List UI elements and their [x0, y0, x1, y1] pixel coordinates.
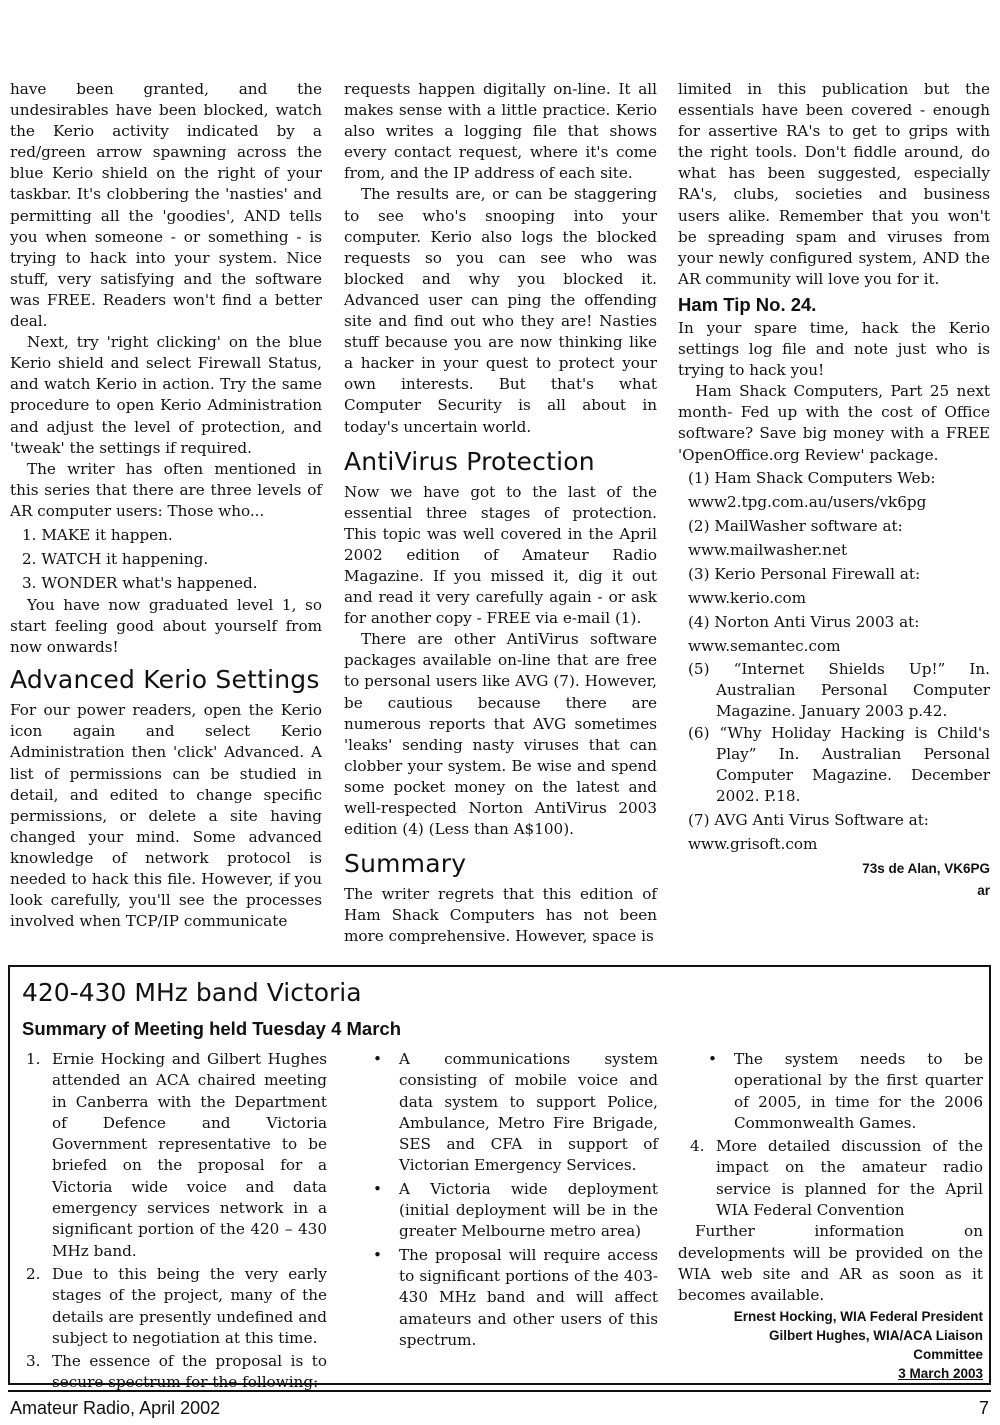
item-text: Due to this being the very early stages of the project, many of the details are presently undefined and subject to negotiation at this time. — [52, 1264, 327, 1347]
author-signature: 73s de Alan, VK6PG — [862, 861, 990, 877]
reference-url[interactable]: www.semantec.com — [688, 636, 841, 655]
numbered-list — [678, 1136, 983, 1221]
list-item: 1. MAKE it happen. — [22, 525, 173, 544]
notice-column-3 — [678, 1049, 983, 1383]
reference-url[interactable]: www.mailwasher.net — [688, 540, 848, 559]
reference-url[interactable]: www2.tpg.com.au/users/vk6pg — [688, 492, 927, 511]
notice-column-2 — [373, 1049, 658, 1351]
paragraph: Ham Shack Computers, Part 25 next month- Fed up with the cost of Office software? Save big money with a FREE 'OpenOffice.org Review' package. — [678, 382, 990, 464]
reference-url[interactable]: www.grisoft.com — [688, 835, 818, 854]
reference-text: (3) Kerio Personal Firewall at: — [688, 564, 921, 583]
list-item: 3. WONDER what's happened. — [22, 573, 258, 592]
signature-line: Ernest Hocking, WIA Federal President — [733, 1308, 983, 1324]
column-1 — [10, 79, 322, 932]
list-item: 2. WATCH it happening. — [22, 549, 209, 568]
signature-line: Gilbert Hughes, WIA/ACA Liaison — [768, 1327, 983, 1343]
numbered-list — [26, 1049, 327, 1394]
reference-item — [678, 514, 990, 562]
levels-list — [10, 523, 322, 595]
item-number: 4. — [690, 1137, 705, 1156]
item-number: 1. — [26, 1050, 41, 1068]
paragraph: Next, try 'right clicking' on the blue Kerio shield and select Firewall Status, and watch Kerio in action. Try the same procedure to open Kerio Administration and adjust the level of protection, and 'tweak' the settings if required. — [10, 333, 322, 457]
item-text: Ernie Hocking and Gilbert Hughes attended an ACA chaired meeting in Canberra with the Department of Defence and Victoria Government representative to be briefed on the proposal for a Victoria wide voice and data emergency services network in a significant portion of the 420 – 430 MHz band. — [52, 1050, 327, 1260]
list-item — [690, 1136, 983, 1221]
heading-ham-tip: Ham Tip No. 24. — [678, 293, 817, 315]
reference-text: (2) MailWasher software at: — [688, 516, 903, 535]
bullet-item — [708, 1049, 983, 1134]
paragraph: The results are, or can be staggering to see who's snooping into your computer. Kerio also logs the blocked requests so you can see who was blocked and why you blocked it. Advanced user can ping the offending site and find out who they are! Nasties stuff because you are now thinking like a hacker in your quest to protect your own interests. But that's what Computer Security is all about in today's uncertain world. — [344, 185, 657, 436]
reference-text: (6) “Why Holiday Hacking is Child's Play” In. Australian Personal Computer Magazine. December 2002. P.18. — [688, 723, 990, 806]
signature-line: Committee — [913, 1346, 983, 1362]
page-footer — [8, 1390, 991, 1424]
end-mark: ar — [977, 883, 990, 899]
paragraph: For our power readers, open the Kerio icon again and select Kerio Administration then 'click' Advanced. A list of permissions can be studied in detail, and edited to change specific permissions, or delete a site having changed your mind. Some advanced knowledge of network protocol is needed to hack this file. However, if you look carefully, you'll see the processes involved when TCP/IP communicate — [10, 701, 322, 931]
paragraph: limited in this publication but the essentials have been covered - enough for assertive RA's to get to grips with the right tools. Don't fiddle around, do what has been suggested, especially RA's, clubs, societies and business users alike. Remember that you won't be spreading spam and viruses from your newly configured system, AND the AR community will love you for it. — [678, 80, 990, 288]
publication-name: Amateur Radio, April 2002 — [10, 1398, 221, 1418]
item-text: The essence of the proposal is to secure spectrum for the following: — [52, 1352, 327, 1392]
bullet-list — [678, 1049, 983, 1134]
column-3 — [678, 79, 990, 902]
page-number: 7 — [978, 1398, 989, 1418]
item-text: A communications system consisting of mobile voice and data system to support Police, Ambulance, Metro Fire Brigade, SES and CFA in support of Victorian Emergency Services. — [399, 1050, 658, 1175]
notice-title: 420-430 MHz band Victoria — [22, 978, 362, 1007]
bullet-item — [373, 1179, 658, 1243]
item-text: The proposal will require access to significant portions of the 403-430 MHz band and will affect amateurs and other users of this spectrum. — [399, 1245, 658, 1349]
notice-subtitle: Summary of Meeting held Tuesday 4 March — [22, 1018, 401, 1039]
bullet-item — [373, 1245, 658, 1351]
reference-item — [678, 610, 990, 658]
list-item — [26, 1351, 327, 1394]
reference-text: (4) Norton Anti Virus 2003 at: — [688, 612, 920, 631]
reference-item — [678, 466, 990, 514]
list-item — [26, 1049, 327, 1262]
reference-item — [678, 808, 990, 856]
paragraph: have been granted, and the undesirables have been blocked, watch the Kerio activity indicated by a red/green arrow spawning across the blue Kerio shield on the right of your taskbar. It's clobbering the 'nasties' and permitting all the 'goodies', AND tells you when someone - or something - is trying to hack into your system. Nice stuff, very satisfying and the software was FREE. Readers won't find a better deal. — [10, 80, 322, 331]
reference-url[interactable]: www.kerio.com — [688, 588, 807, 607]
paragraph: requests happen digitally on-line. It all makes sense with a little practice. Kerio also writes a logging file that shows every contact request, where it's come from, and the IP address of each site. — [344, 80, 657, 183]
list-item — [26, 1264, 327, 1349]
reference-text: (5) “Internet Shields Up!” In. Australian Personal Computer Magazine. January 2003 p.42. — [688, 659, 990, 720]
bullet-icon: • — [373, 1050, 382, 1068]
paragraph: Further information on developments will be provided on the WIA web site and AR as soon as it becomes available. — [678, 1222, 983, 1305]
paragraph: In your spare time, hack the Kerio settings log file and note just who is trying to hack you! — [678, 318, 990, 380]
column-2 — [344, 79, 657, 947]
reference-item — [678, 723, 990, 807]
signature-date: 3 March 2003 — [898, 1365, 983, 1381]
bullet-item — [373, 1049, 658, 1177]
reference-item — [678, 659, 990, 722]
notice-column-1 — [26, 1049, 327, 1394]
reference-text: (7) AVG Anti Virus Software at: — [688, 811, 929, 830]
notice-box — [8, 965, 991, 1392]
heading-summary: Summary — [344, 849, 467, 879]
bullet-list — [373, 1049, 658, 1351]
item-text: The system needs to be operational by the first quarter of 2005, in time for the 2006 Commonwealth Games. — [734, 1050, 983, 1132]
bullet-icon: • — [708, 1050, 717, 1068]
reference-item — [678, 562, 990, 610]
item-text: More detailed discussion of the impact on the amateur radio service is planned for the April WIA Federal Convention — [716, 1137, 983, 1220]
item-text: A Victoria wide deployment (initial deployment will be in the greater Melbourne metro area) — [399, 1179, 658, 1241]
item-number: 2. — [26, 1264, 41, 1283]
bullet-icon: • — [373, 1179, 382, 1198]
paragraph: There are other AntiVirus software packages available on-line that are free to personal users like AVG (7). However, be cautious because there are numerous reports that AVG sometimes 'leaks' sending nasty viruses that can clobber your system. Be wise and spend some pocket money on the latest and well-respected Norton AntiVirus 2003 edition (4) (Less than A$100). — [344, 630, 657, 839]
heading-antivirus-protection: AntiVirus Protection — [344, 446, 595, 476]
reference-text: (1) Ham Shack Computers Web: — [688, 468, 936, 487]
heading-advanced-kerio-settings: Advanced Kerio Settings — [10, 665, 320, 695]
references-list — [678, 466, 990, 857]
paragraph: The writer regrets that this edition of Ham Shack Computers has not been more comprehensive. However, space is — [344, 885, 657, 946]
paragraph: The writer has often mentioned in this series that there are three levels of AR computer users: Those who... — [10, 459, 322, 520]
paragraph: Now we have got to the last of the essential three stages of protection. This topic was well covered in the April 2002 edition of Amateur Radio Magazine. If you missed it, dig it out and read it very carefully again - or ask for another copy - FREE via e-mail (1). — [344, 482, 657, 628]
item-number: 3. — [26, 1352, 41, 1371]
bullet-icon: • — [373, 1245, 382, 1264]
paragraph: You have now graduated level 1, so start feeling good about yourself from now onwards! — [10, 595, 322, 657]
